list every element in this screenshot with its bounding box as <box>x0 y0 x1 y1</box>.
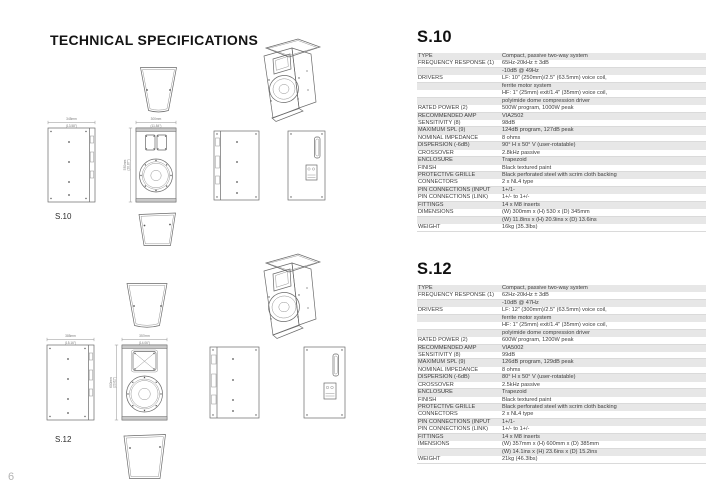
spec-value: 2.8kHz passive <box>502 149 540 156</box>
spec-label: DIMENSIONS <box>418 209 454 216</box>
spec-row <box>417 60 706 67</box>
s12-perspective-view <box>264 254 320 339</box>
spec-label: ENCLOSURE <box>418 157 453 164</box>
spec-value: VIA5002 <box>502 344 524 351</box>
spec-value: HF: 1" (25mm) exit/1.4" (35mm) voice coil, <box>502 322 607 329</box>
spec-value: 8 ohms <box>502 134 521 141</box>
spec-value: 62Hz-20kHz ± 3dB <box>502 292 549 299</box>
spec-value: Black textured paint <box>502 396 552 403</box>
spec-label <box>417 330 502 337</box>
spec-value: (W) 300mm x (H) 530 x (D) 345mm <box>502 209 590 216</box>
spec-row <box>417 434 706 441</box>
s12-side-view-right <box>304 347 345 418</box>
spec-label: CROSSOVER <box>418 381 454 388</box>
spec-value: 65Hz-20kHz ± 3dB <box>502 60 549 67</box>
spec-label: FREQUENCY RESPONSE (1) <box>418 292 495 299</box>
spec-label <box>417 68 502 75</box>
spec-label: CROSSOVER <box>418 149 454 156</box>
spec-value: HF: 1" (25mm) exit/1.4" (35mm) voice coil, <box>502 90 607 97</box>
spec-row <box>417 209 706 216</box>
spec-value: 1+/1- <box>502 418 515 425</box>
spec-row <box>417 456 706 463</box>
spec-label <box>417 83 502 90</box>
s12-rear-view <box>210 347 259 418</box>
spec-label <box>417 449 502 456</box>
spec-value: polyimide dome compression driver <box>502 97 590 104</box>
spec-label: DISPERSION (-6dB) <box>418 374 470 381</box>
spec-value: 98dB <box>502 119 516 126</box>
s10-perspective-view <box>264 39 320 122</box>
spec-label <box>417 300 502 307</box>
spec-value: 2 x NL4 type <box>502 411 534 418</box>
spec-row <box>417 202 706 209</box>
spec-row <box>417 113 706 120</box>
spec-value: Trapezoid <box>502 157 527 164</box>
spec-row <box>417 285 706 292</box>
spec-row <box>417 135 706 142</box>
spec-label: NOMINAL IMPEDANCE <box>418 366 479 373</box>
spec-value: 500W program, 1000W peak <box>502 105 574 112</box>
spec-label: RATED POWER (2) <box>418 105 468 112</box>
spec-label <box>417 90 502 96</box>
spec-label: FINISH <box>418 164 437 171</box>
spec-row <box>417 441 706 448</box>
spec-label: DRIVERS <box>418 307 443 314</box>
spec-label: PIN CONNECTIONS (LINK) <box>418 194 488 201</box>
spec-value: 14 x M8 inserts <box>502 433 540 440</box>
spec-row <box>417 224 706 231</box>
s12-technical-drawing <box>30 250 360 485</box>
s10-side-view-left <box>48 117 95 202</box>
spec-value: 600W program, 1200W peak <box>502 337 574 344</box>
s12-bottom-view <box>124 435 166 479</box>
spec-value: (W) 11.8ins x (H) 20.9ins x (D) 13.6ins <box>502 216 597 223</box>
spec-row <box>417 426 706 433</box>
spec-value: -10dB @ 47Hz <box>502 299 539 306</box>
s12-height-mm: 600mm <box>108 377 113 388</box>
spec-row <box>417 194 706 201</box>
s10-side-view-right <box>288 131 325 200</box>
spec-row <box>417 330 706 337</box>
s10-height-in: (20.87") <box>126 159 131 171</box>
spec-label: TYPE <box>418 53 433 59</box>
spec-label: NOMINAL IMPEDANCE <box>418 134 479 141</box>
s10-section <box>417 28 706 232</box>
s10-spec-table <box>417 53 706 232</box>
s12-top-view <box>127 284 167 328</box>
spec-value: ferrite motor system <box>502 314 552 321</box>
s12-side-view-left <box>47 334 94 420</box>
spec-label: MAXIMUM SPL (9) <box>418 359 466 366</box>
spec-label: FITTINGS <box>418 433 444 440</box>
spec-value: LF: 10" (250mm)/2.5" (63.5mm) voice coil, <box>502 75 607 82</box>
spec-value: VIA2502 <box>502 112 524 119</box>
spec-row <box>417 367 706 374</box>
s12-width-in: (14.06") <box>138 341 151 346</box>
spec-label <box>417 322 502 328</box>
spec-label: FITTINGS <box>418 201 444 208</box>
s10-depth-in: (13.58") <box>65 124 78 129</box>
spec-row <box>417 359 706 366</box>
spec-label: PROTECTIVE GRILLE <box>418 172 476 178</box>
spec-label: PIN CONNECTIONS (LINK) <box>418 426 488 433</box>
s10-heading: S.10 <box>417 28 452 46</box>
spec-value: -10dB @ 49Hz <box>502 67 539 74</box>
spec-label: PIN CONNECTIONS (INPUT <box>418 186 491 193</box>
spec-label <box>417 217 502 224</box>
spec-label: SENSITIVITY (8) <box>418 351 461 358</box>
spec-label: CONNECTORS <box>418 179 458 186</box>
s10-technical-drawing <box>40 35 360 250</box>
spec-label: IMENSIONS <box>418 441 450 448</box>
spec-value: Black perforated steel with scrim cloth backing <box>502 404 617 410</box>
spec-value: 8 ohms <box>502 366 521 373</box>
spec-value: 2 x NL4 type <box>502 179 534 186</box>
spec-value: 1+/- to 1+/- <box>502 426 530 433</box>
spec-label: RECOMMENDED AMP <box>418 344 477 351</box>
spec-label: DRIVERS <box>418 75 443 82</box>
spec-row <box>417 292 706 299</box>
s10-width-mm: 300mm <box>150 117 162 121</box>
spec-label <box>417 98 502 105</box>
spec-value: Compact, passive two-way system <box>502 53 588 59</box>
s10-width-in: (11.84") <box>150 124 162 129</box>
s10-drawing-label: S.10 <box>55 212 72 221</box>
spec-value: 124dB program, 127dB peak <box>502 127 574 134</box>
spec-value: 80° H x 50° V (user-rotatable) <box>502 374 576 381</box>
spec-value: 90° H x 50° V (user-rotatable) <box>502 142 576 149</box>
spec-value: 126dB program, 129dB peak <box>502 359 574 366</box>
spec-row <box>417 83 706 90</box>
spec-row <box>417 389 706 396</box>
spec-row <box>417 217 706 224</box>
s12-drawing-label: S.12 <box>55 435 72 444</box>
spec-value: 14 x M8 inserts <box>502 201 540 208</box>
spec-row <box>417 179 706 186</box>
spec-row <box>417 68 706 75</box>
spec-label: WEIGHT <box>418 224 441 231</box>
s12-spec-table <box>417 285 706 464</box>
spec-label: PROTECTIVE GRILLE <box>418 404 476 410</box>
spec-value: Compact, passive two-way system <box>502 285 588 291</box>
spec-row <box>417 337 706 344</box>
spec-row <box>417 157 706 164</box>
spec-value: 99dB <box>502 351 516 358</box>
spec-row <box>417 90 706 97</box>
spec-value: polyimide dome compression driver <box>502 329 590 336</box>
spec-row <box>417 75 706 82</box>
spec-row <box>417 300 706 307</box>
spec-row <box>417 307 706 314</box>
spec-row <box>417 142 706 149</box>
spec-row <box>417 53 706 60</box>
page-title: TECHNICAL SPECIFICATIONS <box>50 32 259 48</box>
spec-row <box>417 345 706 352</box>
spec-value: 21kg (46.3lbs) <box>502 456 538 463</box>
s10-top-view <box>141 68 177 113</box>
s12-section <box>417 260 706 464</box>
spec-label: MAXIMUM SPL (9) <box>418 127 466 134</box>
spec-value: Black textured paint <box>502 164 552 171</box>
s12-height-in: (23.62") <box>112 376 117 389</box>
spec-row <box>417 187 706 194</box>
spec-label: WEIGHT <box>418 456 441 463</box>
s12-depth-in: (15.16") <box>64 341 77 346</box>
spec-row <box>417 411 706 418</box>
spec-label: PIN CONNECTIONS (INPUT <box>418 418 491 425</box>
spec-value: 1+/- to 1+/- <box>502 194 530 201</box>
spec-row <box>417 120 706 127</box>
spec-row <box>417 397 706 404</box>
spec-label: RATED POWER (2) <box>418 337 468 344</box>
spec-value: LF: 12" (300mm)/2.5" (63.5mm) voice coil, <box>502 307 607 314</box>
spec-row <box>417 150 706 157</box>
spec-value: Black perforated steel with scrim cloth backing <box>502 172 617 178</box>
spec-label: DISPERSION (-6dB) <box>418 142 470 149</box>
spec-label: FREQUENCY RESPONSE (1) <box>418 60 495 67</box>
spec-value: Trapezoid <box>502 389 527 396</box>
s10-rear-view <box>214 131 259 200</box>
spec-row <box>417 419 706 426</box>
spec-value: 1+/1- <box>502 186 515 193</box>
spec-label: TYPE <box>418 285 433 291</box>
s12-front-view <box>109 334 167 420</box>
spec-row <box>417 382 706 389</box>
spec-value: (W) 14.1ins x (H) 23.6ins x (D) 15.2ins <box>502 448 598 455</box>
spec-label: SENSITIVITY (8) <box>418 119 461 126</box>
spec-value: 2.5kHz passive <box>502 381 540 388</box>
spec-label: RECOMMENDED AMP <box>418 112 477 119</box>
spec-row <box>417 352 706 359</box>
spec-value: ferrite motor system <box>502 82 552 89</box>
spec-row <box>417 315 706 322</box>
spec-value: 16kg (35.3lbs) <box>502 224 538 231</box>
s10-depth-mm: 345mm <box>66 117 77 121</box>
spec-label: ENCLOSURE <box>418 389 453 396</box>
spec-row <box>417 127 706 134</box>
spec-row <box>417 449 706 456</box>
spec-label: CONNECTORS <box>418 411 458 418</box>
page-number: 6 <box>8 471 15 483</box>
spec-value: (W) 357mm x (H) 600mm x (D) 385mm <box>502 441 599 448</box>
s10-bottom-view <box>139 213 176 246</box>
spec-label <box>417 315 502 322</box>
s12-width-mm: 357mm <box>139 334 150 338</box>
spec-row <box>417 105 706 112</box>
spec-row <box>417 165 706 172</box>
spec-row <box>417 374 706 381</box>
s10-height-mm: 530mm <box>122 159 127 171</box>
spec-label: FINISH <box>418 396 437 403</box>
s12-depth-mm: 385mm <box>65 334 76 338</box>
spec-row <box>417 404 706 411</box>
spec-row <box>417 98 706 105</box>
s12-heading: S.12 <box>417 260 452 278</box>
spec-row <box>417 322 706 329</box>
spec-row <box>417 172 706 179</box>
s10-front-view <box>123 117 176 202</box>
